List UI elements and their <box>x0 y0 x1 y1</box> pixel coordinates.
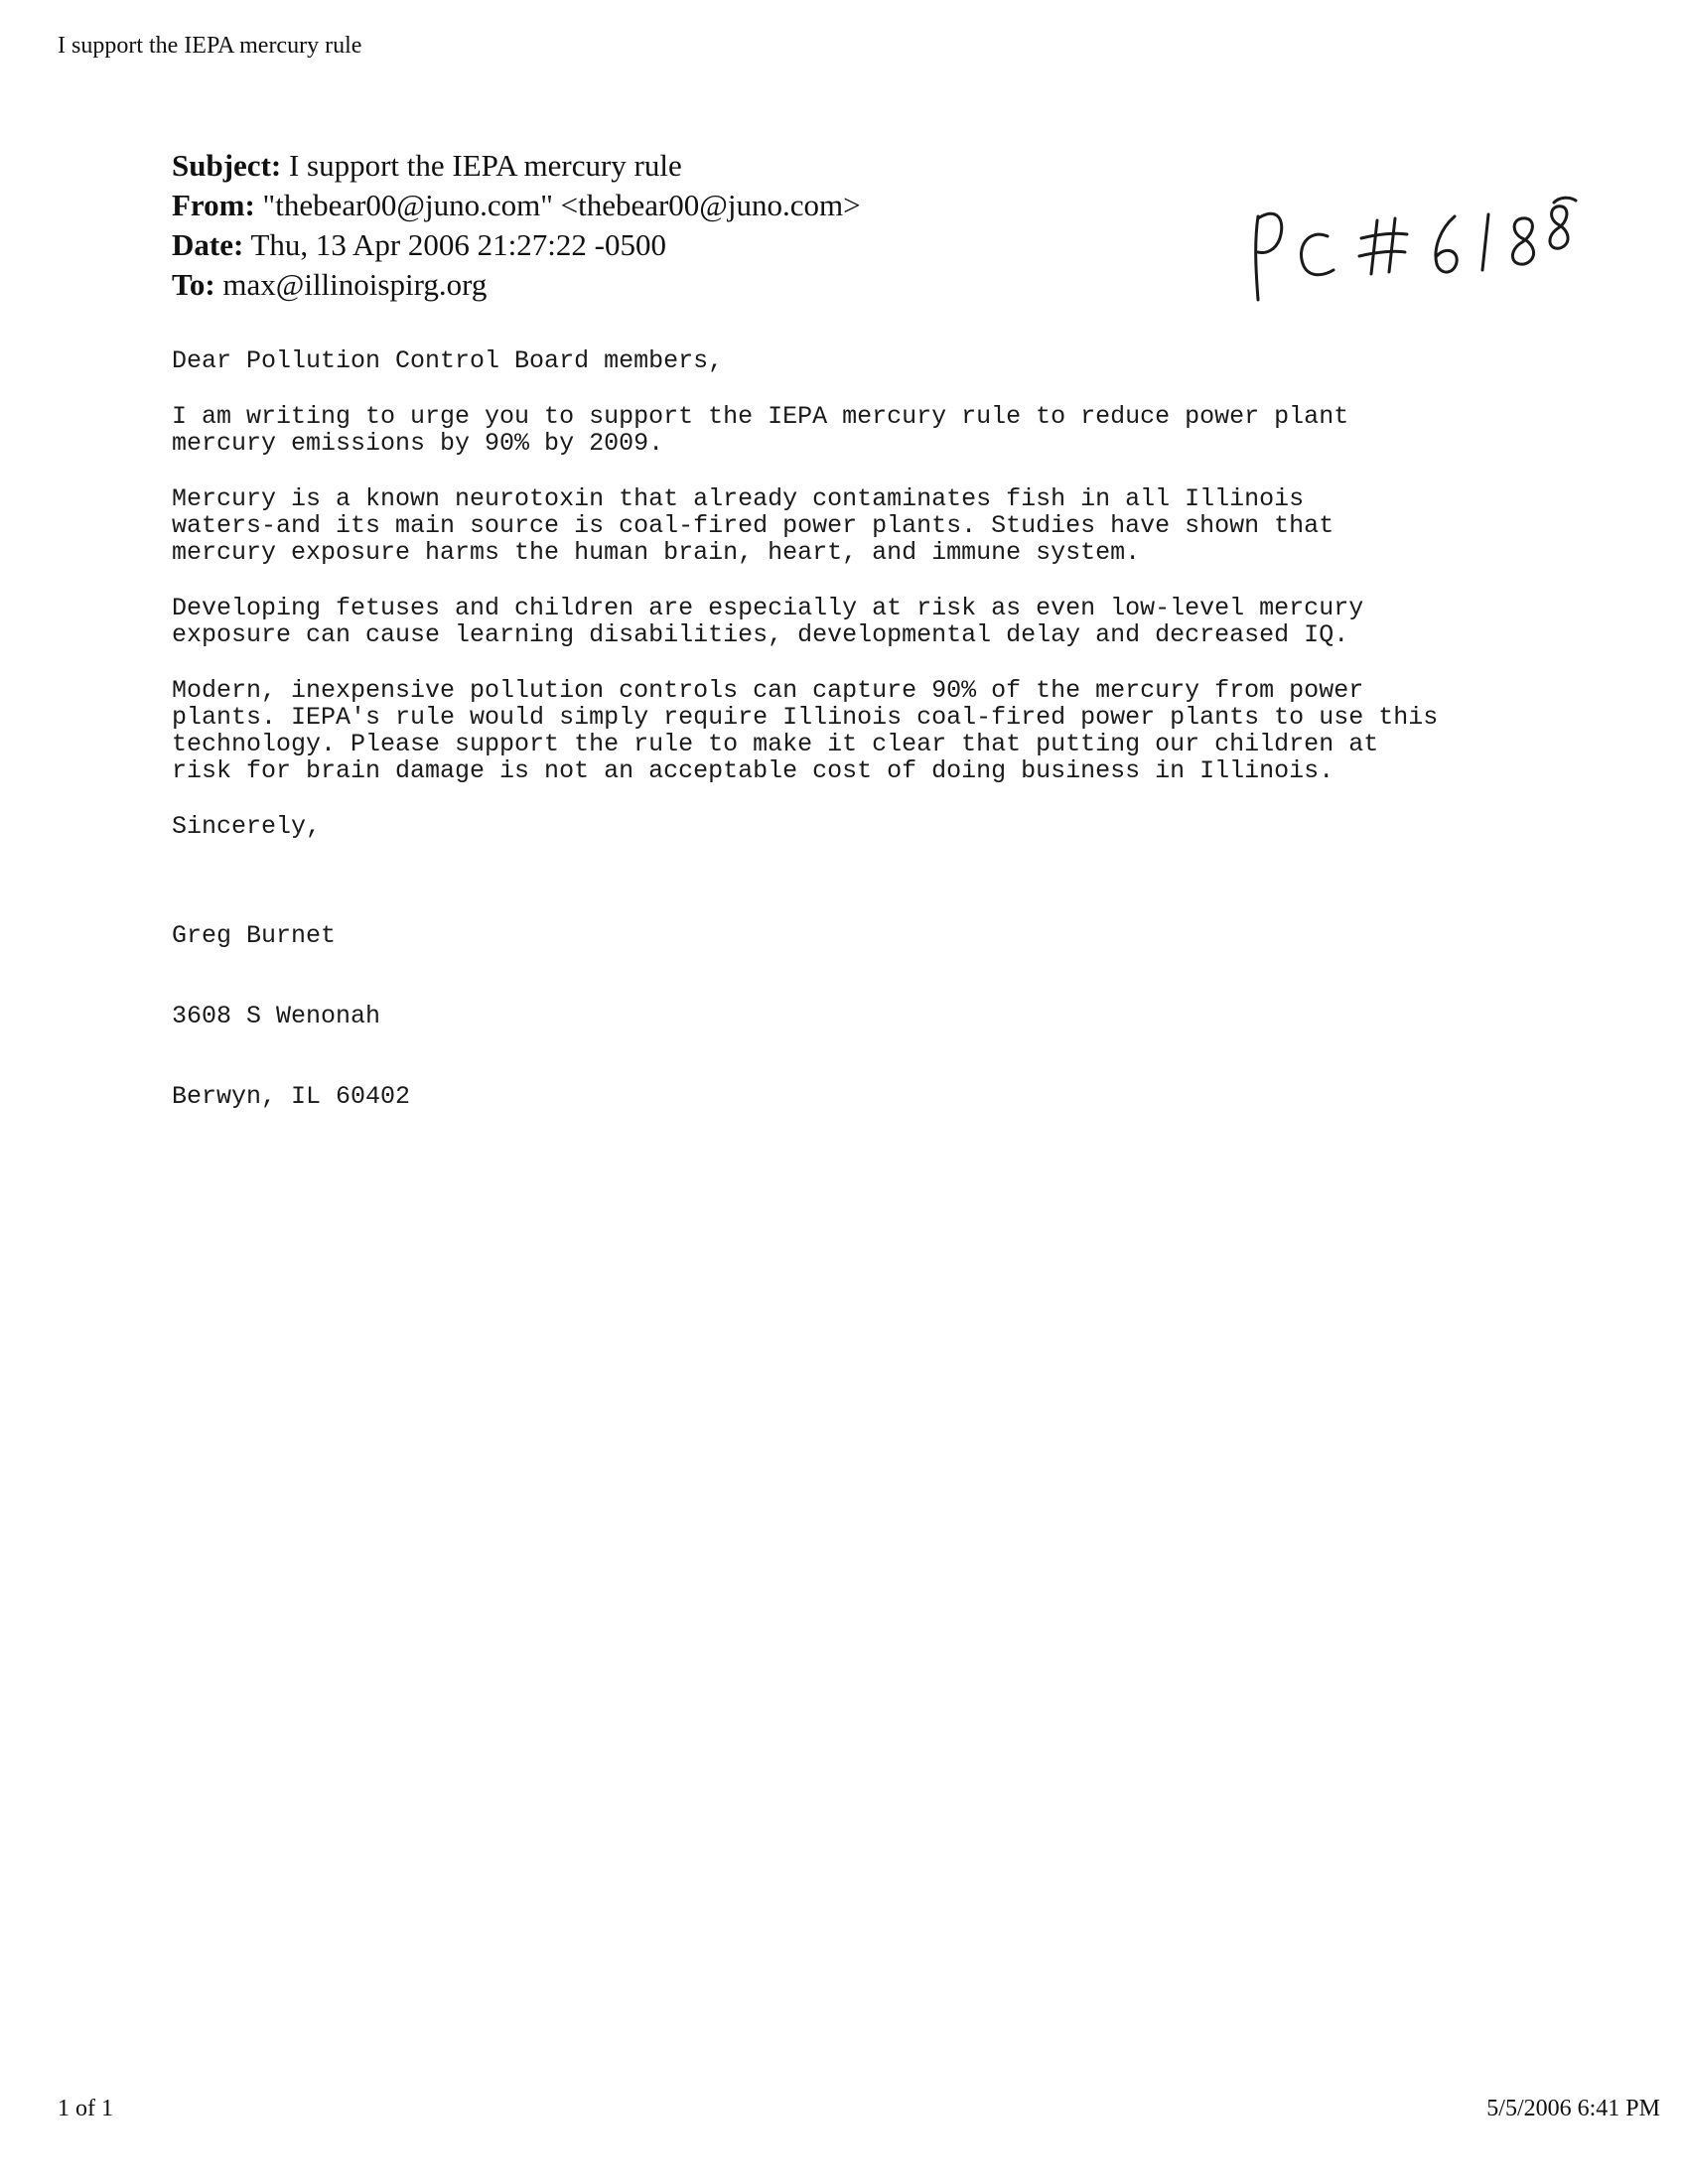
subject-row <box>172 146 861 186</box>
print-timestamp: 5/5/2006 6:41 PM <box>1486 2096 1660 2121</box>
from-value: "thebear00@juno.com" <thebear00@juno.com> <box>262 188 861 222</box>
signature-street: 3608 S Wenonah <box>172 1002 381 1030</box>
signature-block <box>172 869 1602 1163</box>
to-row <box>172 265 861 305</box>
to-value: max@illinoispirg.org <box>222 267 488 302</box>
body-paragraph-3: Developing fetuses and children are especially at risk as even low-level mercury exposure can cause learning disabilities, developmental delay and decreased IQ. <box>172 594 1364 649</box>
body-paragraph-1: I am writing to urge you to support the IEPA mercury rule to reduce power plant mercury emissions by 90% by 2009. <box>172 402 1349 458</box>
email-header <box>172 146 861 305</box>
page-title: I support the IEPA mercury rule <box>58 33 362 59</box>
closing: Sincerely, <box>172 812 322 841</box>
from-label: From: <box>172 188 255 222</box>
body-paragraph-2: Mercury is a known neurotoxin that already contaminates fish in all Illinois waters-and its main source is coal-fired power plants. Studies have shown that mercury exposure harms the human brain, heart, and immune system. <box>172 484 1334 567</box>
subject-label: Subject: <box>172 148 282 183</box>
to-label: To: <box>172 267 215 302</box>
salutation: Dear Pollution Control Board members, <box>172 346 724 375</box>
signature-name: Greg Burnet <box>172 921 337 950</box>
page-number: 1 of 1 <box>58 2096 113 2121</box>
date-label: Date: <box>172 227 244 262</box>
body-paragraph-4: Modern, inexpensive pollution controls can capture 90% of the mercury from power plants. IEPA's rule would simply require Illinois coal-fired power plants to use this technology. Please support the rule to make it clear that putting our children at risk for brain damage is not an acceptable cost of doing business in Illinois. <box>172 676 1439 785</box>
email-body <box>172 347 1602 1192</box>
from-row <box>172 186 861 225</box>
handwritten-pc-number <box>1246 189 1584 318</box>
subject-value: I support the IEPA mercury rule <box>288 148 682 183</box>
date-value: Thu, 13 Apr 2006 21:27:22 -0500 <box>250 227 666 262</box>
date-row <box>172 225 861 265</box>
signature-city: Berwyn, IL 60402 <box>172 1082 411 1111</box>
